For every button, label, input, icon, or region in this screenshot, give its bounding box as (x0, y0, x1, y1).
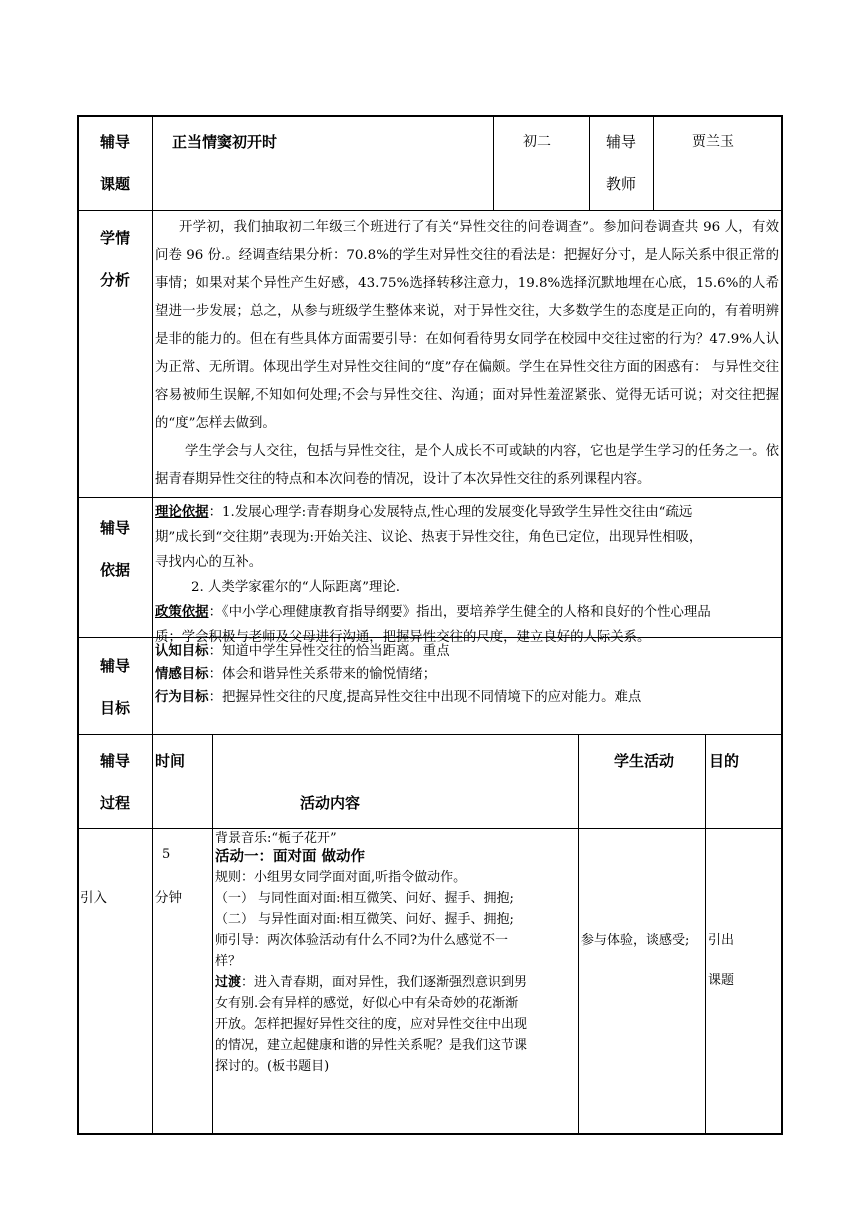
table-border-left (77, 115, 79, 1135)
basis-line (155, 600, 779, 625)
music-line: 背景音乐:“栀子花开” (215, 831, 337, 846)
transition-text: ：进入青春期，面对异性，我们逐渐强烈意识到男 (241, 975, 528, 990)
col-divider (152, 115, 153, 1135)
label-line: 辅导 (99, 752, 130, 770)
time-unit: 分钟 (155, 890, 182, 906)
transition-line: 开放。怎样把握好异性交往的度，应对异性交往中出现 (215, 1017, 528, 1032)
time-number: 5 (162, 847, 171, 862)
col-header-time: 时间 (155, 752, 186, 770)
table-border-bottom (77, 1133, 783, 1135)
analysis-text (155, 214, 779, 494)
row-divider (77, 497, 783, 498)
row-divider (77, 734, 783, 735)
label-line: 辅导 (99, 519, 130, 537)
basis-line-text: ：《中小学心理健康教育指导纲要》指出，要培养学生健全的人格和良好的个性心理品 (208, 605, 711, 620)
purpose-line: 课题 (708, 973, 735, 988)
col-header-content: 活动内容 (300, 794, 361, 812)
col-header-student: 学生活动 (614, 752, 675, 770)
activity-line: （二） 与异性面对面:相互微笑、问好、握手、拥抱; (215, 912, 514, 927)
analysis-paragraph: 开学初，我们抽取初二年级三个班进行了有关“异性交往的问卷调查”。参加问卷调查共 96 人，有效问卷 96 份.。经调查结果分析：70.8%的学生对异性交往的看法是：把握好分寸，是人际关系中很正常的事情；如果对某个异性产生好感，43.75%选择转移注意力，19.8%选择沉默地埋在心底，15.6%的人希望进一步发展；总之，从参与班级学生整体来说，对于异性交往，大多数学生的态度是正向的，有着明辨是非的能力的。但在有些具体方面需要引导：在如何看待男女同学在校园中交往过密的行为？47.9%人认为正常、无所谓。体现出学生对异性交往间的“度”存在偏颇。学生在异性交往方面的困惑有： 与异性交往容易被师生误解,不知如何处理;不会与异性交往、沟通；面对异性羞涩紧张、觉得无话可说；对交往把握的“度”怎样去做到。 (155, 220, 779, 431)
activity-line: 规则：小组男女同学面对面,听指令做动作。 (215, 870, 467, 885)
basis-label (80, 518, 150, 580)
label-line: 学情 (99, 229, 130, 247)
label-line: 分析 (99, 271, 130, 289)
table-border-right (781, 115, 783, 1135)
row-divider (77, 210, 783, 211)
basis-line: 寻找内心的互补。 (155, 555, 263, 570)
transition-line: 探讨的。(板书题目) (215, 1059, 330, 1074)
activity-title: 活动一：面对面 做动作 (215, 848, 366, 865)
col-header-purpose: 目的 (709, 752, 740, 770)
activity-line: 师引导：两次体验活动有什么不同?为什么感觉不一 (215, 933, 508, 948)
topic-label (80, 132, 150, 194)
label-line: 依据 (99, 561, 130, 579)
purpose-line: 引出 (708, 933, 735, 948)
goal-label: 行为目标 (155, 689, 209, 705)
teacher-name: 贾兰玉 (692, 134, 734, 150)
table-border-top (77, 115, 783, 117)
student-activity: 参与体验，谈感受; (581, 933, 690, 948)
goal-text: ：体会和谐异性关系带来的愉悦情绪； (208, 667, 437, 682)
analysis-paragraph: 学生学会与人交往，包括与异性交往，是个人成长不可或缺的内容，它也是学生学习的任务之一。依据青春期异性交往的特点和本次问卷的情况，设计了本次异性交往的系列课程内容。 (155, 444, 779, 487)
policy-label: 政策依据 (155, 604, 209, 620)
goals-text (155, 640, 779, 709)
label-line: 目标 (99, 699, 130, 717)
theory-label: 理论依据 (155, 504, 209, 520)
analysis-label (80, 228, 150, 290)
basis-text (155, 500, 779, 650)
goal-text: ：知道中学生异性交往的恰当距离。重点 (208, 644, 450, 659)
basis-line (155, 500, 779, 525)
goal-item (155, 640, 779, 663)
transition-line: 女有别.会有异样的感觉，好似心中有朵奇妙的花渐渐 (215, 996, 519, 1011)
col-divider (212, 734, 213, 1135)
stage-intro: 引入 (80, 890, 107, 906)
basis-line-text: ：1.发展心理学:青春期身心发展特点,性心理的发展变化导致学生异性交往由“疏远 (208, 505, 693, 520)
transition-line (215, 972, 577, 993)
goal-label: 情感目标 (155, 666, 209, 682)
teacher-label (586, 132, 656, 194)
goal-item (155, 686, 779, 709)
activity-line: （一） 与同性面对面:相互微笑、问好、握手、拥抱; (215, 891, 514, 906)
col-divider (578, 734, 579, 1135)
goal-text: ：把握异性交往的尺度,提高异性交往中出现不同情境下的应对能力。难点 (208, 690, 642, 705)
label-line: 辅导 (99, 657, 130, 675)
activity-line: 样？ (215, 954, 242, 969)
label-line: 过程 (99, 794, 130, 812)
label-line: 教师 (605, 175, 636, 193)
basis-line: 2. 人类学家霍尔的“人际距离”理论. (191, 580, 401, 595)
goal-item (155, 663, 779, 686)
basis-line: 质；学会积极与老师及父母进行沟通，把握异性交往的尺度，建立良好的人际关系。 (155, 630, 651, 645)
col-divider (493, 115, 494, 210)
process-label (80, 751, 150, 813)
transition-label: 过渡 (215, 975, 242, 990)
activity-content (215, 831, 577, 1077)
grade-value: 初二 (523, 134, 551, 150)
col-divider (705, 734, 706, 1135)
lesson-topic: 正当情窦初开时 (172, 133, 278, 151)
label-line: 辅导 (605, 133, 636, 151)
label-line: 辅导 (99, 133, 130, 151)
transition-line: 的情况，建立起健康和谐的异性关系呢？是我们这节课 (215, 1038, 528, 1053)
goal-label: 认知目标 (155, 643, 209, 659)
row-divider (77, 828, 783, 829)
label-line: 课题 (99, 175, 130, 193)
goals-label (80, 656, 150, 718)
basis-line: 期”成长到“交往期”表现为:开始关注、议论、热衷于异性交往，角色已定位，出现异性相吸， (155, 530, 703, 545)
